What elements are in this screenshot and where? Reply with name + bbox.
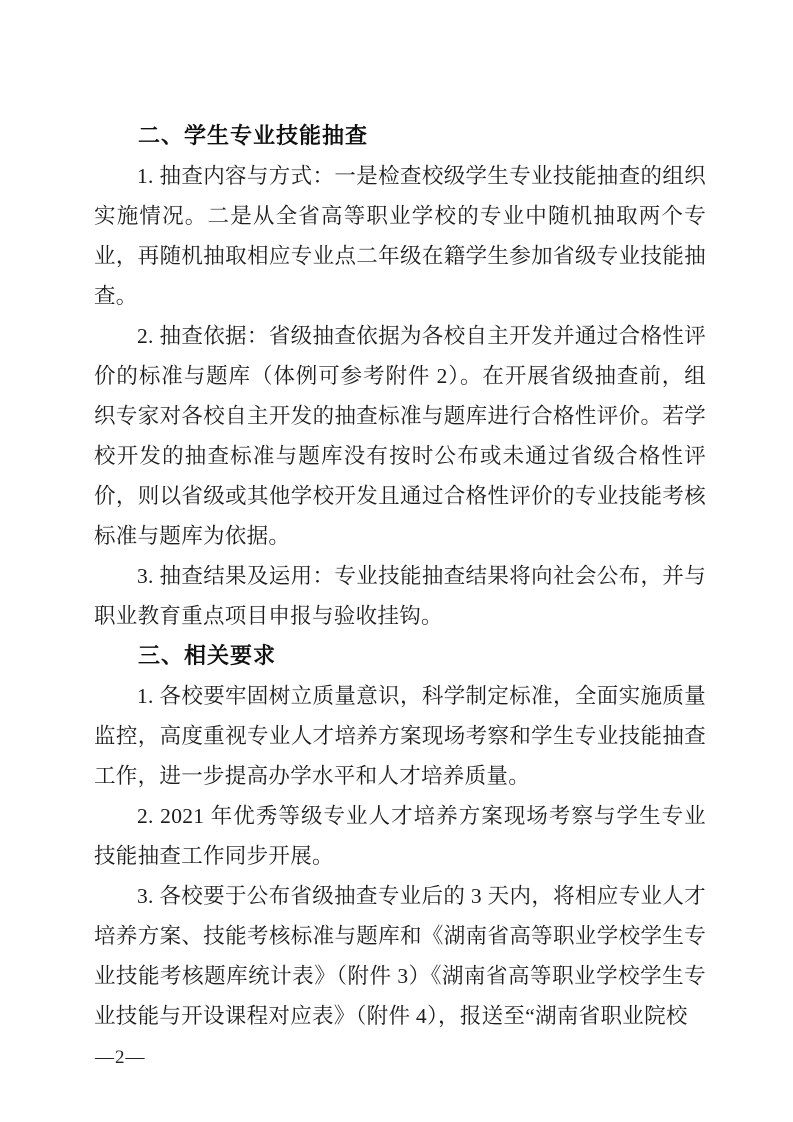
document-body: [94, 116, 706, 1036]
page-number: —2—: [95, 1047, 146, 1068]
paragraph-sampling-basis: 2. 抽查依据：省级抽查依据为各校自主开发并通过合格性评价的标准与题库（体例可参考附件 2）。在开展省级抽查前，组织专家对各校自主开发的抽查标准与题库进行合格性评价。若学校开发的抽查标准与题库没有按时公布或未通过省级合格性评价，则以省级或其他学校开发且通过合格性评价的专业技能考核标准与题库为依据。: [94, 324, 706, 548]
paragraph-requirement-2021-sync: 2. 2021 年优秀等级专业人才培养方案现场考察与学生专业技能抽查工作同步开展。: [94, 804, 706, 868]
paragraph-sampling-content-method: 1. 抽查内容与方式：一是检查校级学生专业技能抽查的组织实施情况。二是从全省高等职业学校的专业中随机抽取两个专业，再随机抽取相应专业点二年级在籍学生参加省级专业技能抽查。: [94, 164, 706, 308]
paragraph-sampling-results-use: 3. 抽查结果及运用：专业技能抽查结果将向社会公布，并与职业教育重点项目申报与验收挂钩。: [94, 564, 706, 628]
section-heading-related-requirements: 三、相关要求: [138, 643, 277, 668]
section-heading-student-skill-sampling: 二、学生专业技能抽查: [138, 123, 369, 148]
paragraph-requirement-quality: 1. 各校要牢固树立质量意识，科学制定标准，全面实施质量监控，高度重视专业人才培养方案现场考察和学生专业技能抽查工作，进一步提高办学水平和人才培养质量。: [94, 684, 706, 788]
paragraph-requirement-submission: 3. 各校要于公布省级抽查专业后的 3 天内，将相应专业人才培养方案、技能考核标准与题库和《湖南省高等职业学校学生专业技能考核题库统计表》（附件 3）《湖南省高等职业学校学生专业技能与开设课程对应表》（附件 4），报送至“湖南省职业院校: [94, 884, 706, 1028]
